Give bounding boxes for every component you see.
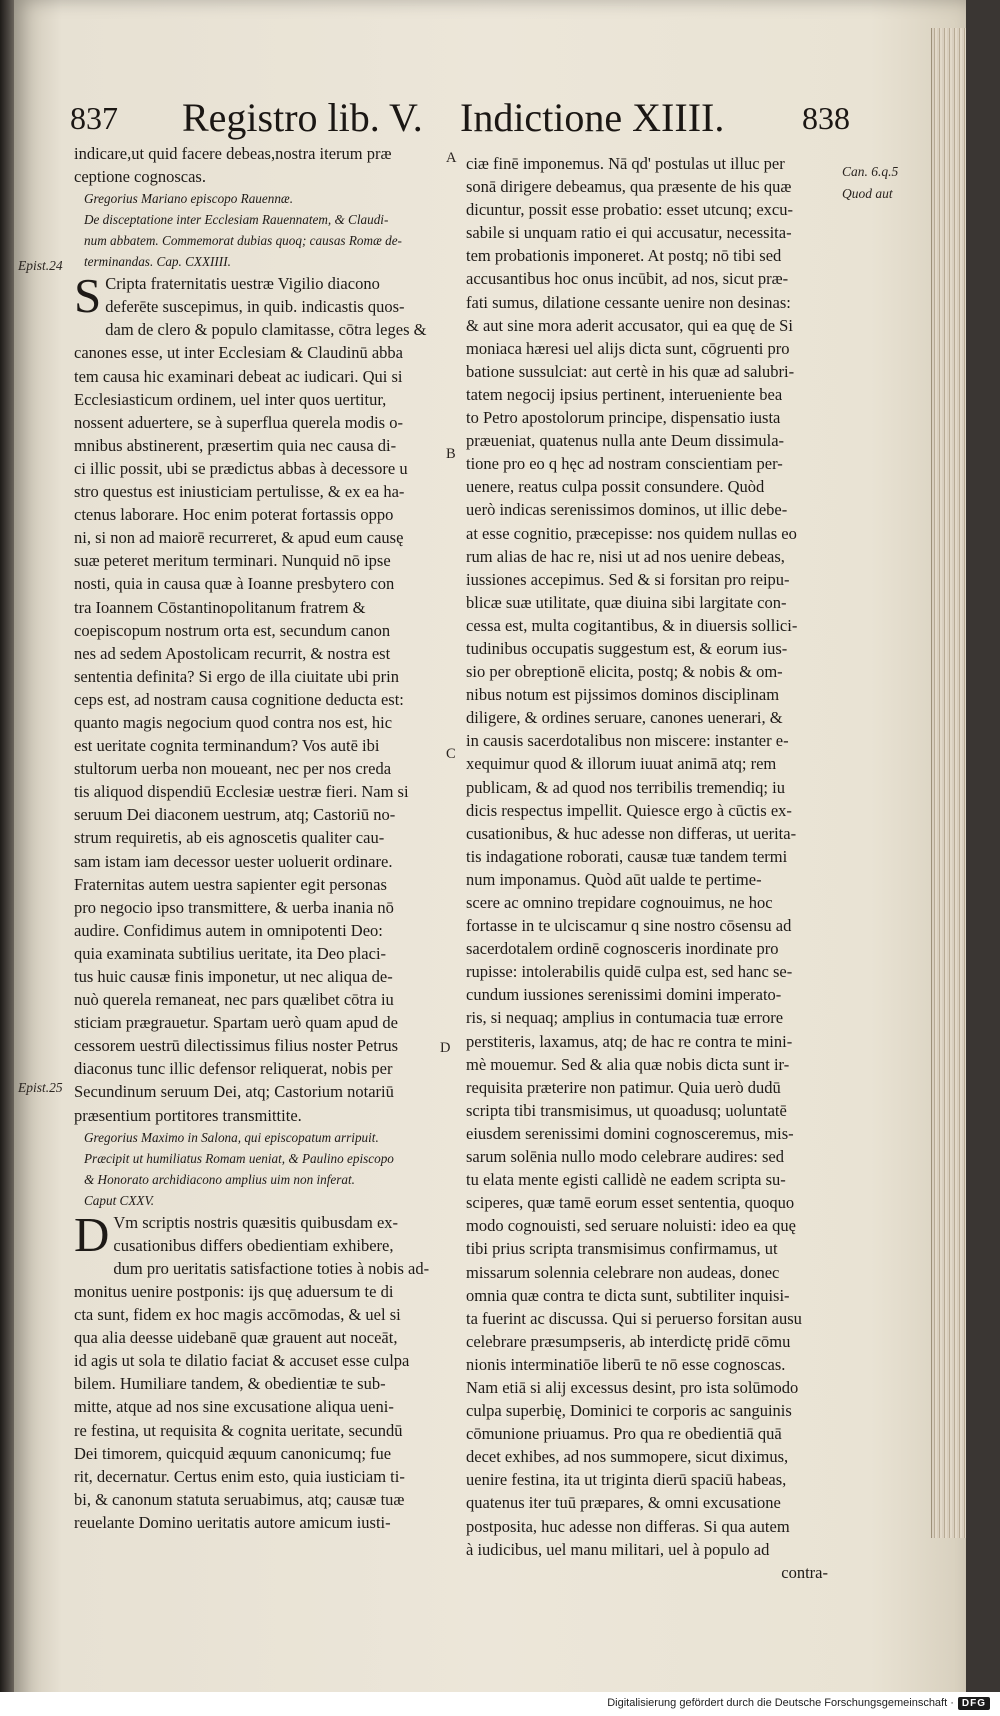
text-line: ni, si non ad maiorē recurreret, & apud eum causę: [74, 528, 404, 548]
text-line: ci illic possit, ubi se prædictus abbas à decessore u: [74, 458, 408, 478]
text-line: Vm scriptis nostris quæsitis quibusdam ex-: [113, 1212, 399, 1232]
text-line: num imponamus. Quòd aūt ualde te pertime-: [466, 869, 762, 889]
text-line: mè mouemur. Sed & alia quæ nobis dicta sunt ir-: [466, 1054, 790, 1074]
section-letter-c: C: [446, 746, 456, 762]
text-line: nuò querela remaneat, nec pars quælibet cōtra iu: [74, 990, 394, 1010]
text-line: Secundinum seruum Dei, atq; Castorium notariū: [74, 1082, 394, 1102]
text-line: tus huic causæ finis imponetur, ut nec aliqua de-: [74, 967, 393, 986]
text-line: qua alia deesse uidebanē quæ grauent aut noceāt,: [74, 1328, 398, 1348]
text-line: ceptione cognoscas.: [74, 167, 206, 187]
rubric-epistle-24: [74, 188, 448, 272]
dfg-logo: DFG: [958, 1697, 990, 1710]
text-line: cusationibus, & huc adesse non differas, ut uerita-: [466, 823, 797, 843]
section-letter-a: A: [446, 150, 457, 166]
text-line: id agis ut sola te dilatio faciat & accuset esse culpa: [74, 1351, 410, 1371]
running-header: [70, 92, 850, 144]
text-line: Nam etiā si alij excessus desint, pro ista solūmodo: [466, 1377, 799, 1397]
text-line: sam istam iam decessor uester uoluerit ordinare.: [74, 851, 393, 871]
text-line: decet exhibes, ad nos summopere, sicut diximus,: [466, 1447, 789, 1467]
text-line: missarum solennia celebrare non audeas, donec: [466, 1262, 780, 1282]
text-line: seruum Dei diaconem uestrum, atq; Castoriū no-: [74, 805, 396, 825]
text-line: cta sunt, fidem ex hoc magis accōmodas, & uel si: [74, 1305, 401, 1325]
text-line: dicis respectus impellit. Quiesce ergo à cūctis ex-: [466, 800, 792, 820]
epistle-24: [74, 268, 451, 1126]
text-line: stultorum uerba non moueant, nec per nos creda: [74, 759, 392, 779]
text-line: culpa superbię, Dominici te corporis ac sanguinis: [466, 1401, 792, 1421]
text-line: accusantibus hoc onus incūbit, ad nos, sicut præ-: [466, 269, 789, 289]
text-line: Dei timorem, quicquid æquum canonicumq; fue: [74, 1443, 392, 1463]
text-line: dicuntur, possit esse probatio: esset utcunq; excu-: [466, 200, 793, 220]
text-line: ciæ finē imponemus. Nā qd' postulas ut illuc per: [466, 154, 785, 173]
text-line: diligere, & ordines seruare, canones uenerari, &: [466, 708, 783, 728]
text-line: nossent aduertere, se à superflua querela modis o-: [74, 412, 403, 432]
text-line: sacerdotalem ordinē cognosceris inordinate pro: [466, 939, 779, 959]
text-line: nionis interminatiōe liberū te nō esse cognoscas.: [466, 1354, 786, 1374]
text-line: cōmunione priuamus. Pro qua re obedientiā quā: [466, 1424, 782, 1444]
rubric-line: Gregorius Maximo in Salona, qui episcopatum arripuit.: [84, 1129, 379, 1145]
text-line: uenire festina, ita ut triginta dierū spaciū habeas,: [466, 1470, 787, 1490]
text-line: scripta tibi transmisimus, ut quoadusq; uoluntatē: [466, 1100, 787, 1120]
text-line: tis aliquod dispendiū Ecclesiæ uestræ fieri. Nam si: [74, 782, 409, 802]
text-line: tu elata mente egisti callidè ne eadem scripta su-: [466, 1170, 786, 1190]
margin-epist-25: Epist.25: [18, 1080, 63, 1095]
text-line: ta fuerint ac discussa. Qui si peruerso forsitan ausu: [466, 1308, 802, 1328]
margin-quod-aut: Quod aut: [842, 186, 893, 201]
text-line: pro negocio ipso transmittere, & uerba inania nō: [74, 897, 394, 917]
text-line: cundum iussiones serenissimi domini imperato-: [466, 985, 782, 1005]
text-line: eiusdem serenissimi domini cognosceremus, mis-: [466, 1123, 794, 1143]
text-line: est ueritate cognita terminandum? Vos autē ibi: [74, 736, 380, 756]
text-line: sonā dirigere debeamus, qua præsente de his quæ: [466, 177, 792, 197]
text-line: & aut sine mora aderit accusator, qui ea quę de Si: [466, 315, 793, 335]
text-line: blicæ suæ utilitate, quæ diuina sibi largitate con-: [466, 592, 787, 612]
text-line: modo cognouisti, sed seruare noluisti: ideo ea quę: [466, 1216, 796, 1236]
text-line: at esse cognitio, præcepisse: nos quidem nullas eo: [466, 523, 797, 543]
rubric-line: & Honorato archidiacono amplius uim non inferat.: [84, 1171, 355, 1187]
text-line: audire. Confidimus autem in omnipotenti Deo:: [74, 920, 383, 940]
text-line: dam de clero & populo clamitasse, cōtra leges &: [105, 320, 427, 340]
epistle-25: [74, 1206, 448, 1534]
text-line: sabile si unquam ratio ei qui accusatur, necessita-: [466, 223, 792, 243]
digitization-credit: [607, 1697, 990, 1710]
page-number-left: 837: [70, 100, 118, 136]
text-line: stro questus est iniusticiam pertulisse, & ex ea ha-: [74, 482, 405, 502]
text-line: quatenus iter tuū præpares, & omni excusatione: [466, 1493, 781, 1513]
text-line: scere ac omnino trepidare cognouimus, ne hoc: [466, 893, 773, 912]
right-column: [466, 152, 836, 1584]
text-line: monitus uenire postponis: ijs quę aduersum te di: [74, 1281, 394, 1301]
section-letter-b: B: [446, 446, 456, 462]
text-line: deferēte suscepimus, in quib. indicastis quos-: [105, 297, 405, 317]
text-line: tatem negocij ipsius pertinent, interueniente bea: [466, 384, 783, 404]
text-line: ceps est, ad nostram causa cognitione deducta est:: [74, 689, 404, 709]
text-line: coepiscopum nostrum orta est, secundum canon: [74, 620, 391, 640]
text-line: requisita præterire non patimur. Quia uerò dudū: [466, 1077, 781, 1097]
text-line: tudinibus occupatis suggestum est, & eorum ius-: [466, 638, 788, 658]
text-line: reuelante Domino ueritatis autore amicum iusti-: [74, 1512, 391, 1532]
text-line: publicam, & ad quod nos terribilis tremendiq; iu: [466, 777, 785, 797]
text-line: mnibus abstinerent, præsertim quia nec causa di-: [74, 435, 397, 455]
text-line: iussiones accepimus. Sed & si forsitan pro reipu-: [466, 569, 790, 589]
rubric-line: Caput CXXV.: [84, 1192, 155, 1208]
rubric-line: Præcipit ut humiliatus Romam ueniat, & Paulino episcopo: [84, 1150, 394, 1166]
text-line: nosti, quia in causa quæ à Ioanne presbytero con: [74, 574, 395, 594]
right-column-text: [466, 152, 836, 1561]
catchword: contra-: [781, 1562, 828, 1582]
text-line: uenere, reatus culpa possit consundere. Quòd: [466, 477, 765, 497]
text-line: omnia quæ contra te dicta sunt, subtiliter inquisi-: [466, 1285, 790, 1305]
text-line: in causis sacerdotalibus non miscere: instanter e-: [466, 731, 789, 751]
margin-canon-ref: Can. 6.q.5: [842, 164, 899, 179]
text-line: bilem. Humiliare tandem, & obedientiæ te sub-: [74, 1374, 386, 1394]
text-line: rum alias de hac re, nisi ut ad nos uenire debeas,: [466, 546, 785, 566]
section-letter-d: D: [440, 1040, 451, 1056]
page-number-right: 838: [802, 100, 850, 136]
text-line: à iudicibus, uel manu militari, uel à populo ad: [466, 1539, 770, 1559]
page-edges: [931, 28, 966, 1538]
text-line: postposita, huc adesse non differas. Si qua autem: [466, 1516, 790, 1536]
text-line: suæ peteret meritum terminari. Nunquid nō ipse: [74, 551, 391, 571]
text-line: canones esse, ut inter Ecclesiam & Claudinū abba: [74, 343, 403, 363]
text-line: nibus notum est pijssimos dominos disciplinam: [466, 685, 780, 705]
text-line: tione pro eo q hęc ad nostram conscientiam per-: [466, 454, 783, 474]
credit-text: Digitalisierung gefördert durch die Deutsche Forschungsgemeinschaft ·: [607, 1697, 954, 1709]
rubric-epistle-25: [74, 1127, 448, 1211]
text-line: batione sussulciat: aut certè in his quæ ad salubri-: [466, 361, 795, 381]
text-line: tem causa hic examinari debeat ac iudicari. Qui si: [74, 366, 403, 386]
text-line: sio per obreptionē elicita, postq; & nobis & om-: [466, 662, 783, 682]
text-line: præsentium portitores transmittite.: [74, 1105, 302, 1125]
left-column: [74, 142, 451, 1534]
book-spine: [0, 0, 14, 1716]
running-title-right: Indictione XIIII.: [460, 95, 725, 140]
margin-epist-24: Epist.24: [18, 258, 63, 273]
rubric-line: num abbatem. Commemorat dubias quoq; causas Romæ de-: [84, 233, 402, 249]
text-line: strum requiretis, ab eis agnoscetis qualiter cau-: [74, 828, 385, 848]
text-line: sticiam prægrauetur. Spartam uerò quam apud de: [74, 1013, 398, 1033]
text-line: Cripta fraternitatis uestræ Vigilio diacono: [105, 274, 380, 294]
left-top-lines: [74, 142, 448, 188]
text-line: cusationibus differs obedientiam exhibere,: [113, 1235, 394, 1255]
drop-cap-d: D: [74, 1206, 110, 1262]
text-line: xequimur quod & illorum iuuat animā atq; rem: [466, 754, 777, 774]
text-line: ris, si nequaq; amplius in contumacia tuæ errore: [466, 1008, 784, 1028]
text-line: indicare,ut quid facere debeas,nostra iterum præ: [74, 144, 392, 163]
text-line: cessa est, multa cogitantibus, & in diuersis sollici-: [466, 615, 798, 635]
drop-cap-s: S: [74, 268, 102, 324]
text-line: cessorem uestrū dilectissimus filius noster Petrus: [74, 1036, 398, 1056]
text-line: moniaca hæresi uel alijs dicta sunt, cōgruenti pro: [466, 338, 790, 358]
text-line: sarum solēnia nullo modo celebrare audires: sed: [466, 1147, 784, 1167]
text-line: rit, decernatur. Certus enim esto, quia iusticiam ti-: [74, 1466, 405, 1486]
rubric-line: De disceptatione inter Ecclesiam Rauennatem, & Claudi-: [84, 212, 389, 228]
text-line: fortasse in te ulciscamur q sine nostro cōsensu ad: [466, 916, 792, 936]
text-line: sententia definita? Si ergo de illa ciuitate ubi prin: [74, 666, 400, 686]
text-line: quanto magis negocium quod contra nos est, hic: [74, 712, 393, 732]
text-line: fati sumus, dilatione cessante uenire non desinas:: [466, 292, 791, 312]
text-line: præueniat, quatenus nulla ante Deum dissimula-: [466, 431, 785, 451]
epistle-24-text: [74, 268, 451, 1126]
text-line: Fraternitas autem uestra sapienter egit personas: [74, 874, 387, 894]
text-line: uerò indicas serenissimos dominos, ut illic debe-: [466, 500, 788, 520]
text-line: dum pro ueritatis satisfactione toties à nobis ad-: [113, 1258, 430, 1278]
text-line: re festina, ut requisita & cognita ueritate, secundū: [74, 1420, 403, 1440]
rubric-line: terminandas. Cap. CXXIIII.: [84, 254, 231, 270]
text-line: diaconus tunc illic defensor reliquerat, nobis per: [74, 1059, 393, 1079]
text-line: rupisse: intolerabilis quidē culpa est, sed hanc se-: [466, 962, 793, 982]
text-line: Ecclesiasticum ordinem, uel inter quos uertitur,: [74, 389, 387, 409]
text-line: perstiteris, laxamus, atq; de hac re contra te mini-: [466, 1031, 793, 1051]
rubric-line: Gregorius Mariano episcopo Rauennæ.: [84, 191, 294, 207]
text-line: celebrare præsumpseris, ab interdictę pridē cōmu: [466, 1331, 791, 1351]
text-line: tra Ioannem Cōstantinopolitanum fratrem &: [74, 597, 366, 617]
text-line: tibi prius scripta transmisimus confirmamus, ut: [466, 1239, 778, 1259]
text-line: tis indagatione roborati, causæ tuæ tandem termi: [466, 846, 788, 866]
text-line: to Petro apostolorum principe, dispensatio iusta: [466, 408, 781, 428]
text-line: nes ad sedem Apostolicam recurrit, & nostra est: [74, 643, 391, 663]
text-line: mitte, atque ad nos sine excusatione aliqua ueni-: [74, 1397, 394, 1417]
text-line: bi, & canonum statuta seruabimus, atq; causæ tuæ: [74, 1489, 405, 1509]
text-line: tem probationis imponeret. At postq; nō tibi sed: [466, 246, 782, 266]
epistle-25-text: [74, 1206, 448, 1534]
text-line: quia examinata subtilius ueritate, ita Deo placi-: [74, 943, 387, 963]
running-title-left: Registro lib. V.: [182, 95, 423, 140]
text-line: sciperes, quæ tamē eorum esset sententia, quoquo: [466, 1193, 795, 1213]
text-line: ctenus laborare. Hoc enim poterat fortassis oppo: [74, 505, 394, 525]
